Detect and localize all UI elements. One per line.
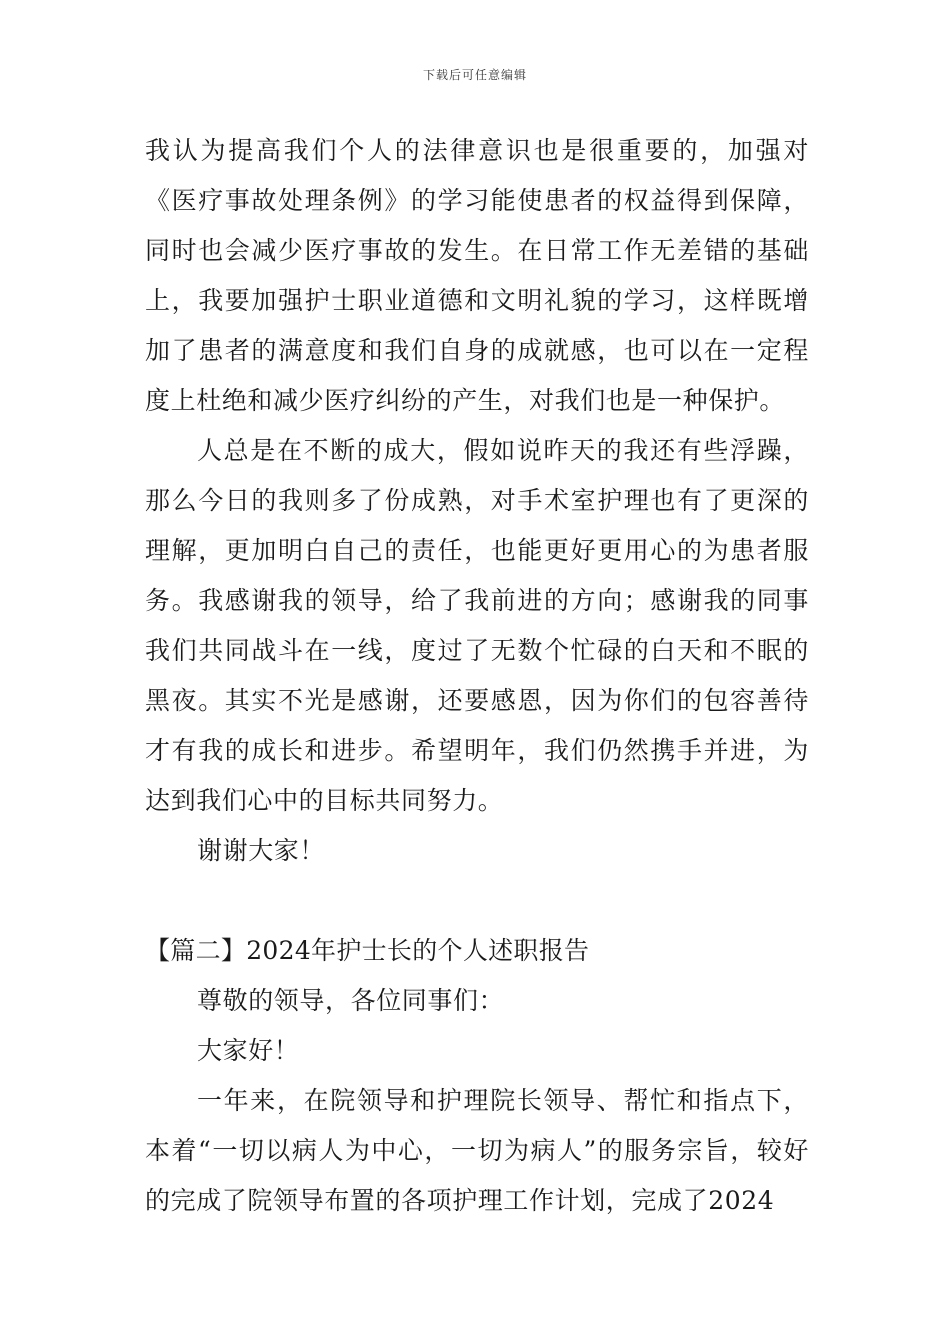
paragraph-growth-gratitude: 人总是在不断的成大，假如说昨天的我还有些浮躁，那么今日的我则多了份成熟，对手术室护理也有了更深的理解，更加明白自己的责任，也能更好更用心的为患者服务。我感谢我的领导，给了我前进的方向；感谢我的同事我们共同战斗在一线，度过了无数个忙碌的白天和不眠的黑夜。其实不光是感谢，还要感恩，因为你们的包容善待才有我的成长和进步。希望明年，我们仍然携手并进，为达到我们心中的目标共同努力。 — [145, 436, 809, 815]
paragraph-thanks: 谢谢大家！ — [197, 836, 326, 865]
paragraph-salutation: 尊敬的领导，各位同事们： — [197, 986, 505, 1015]
page-header-note: 下载后可任意编辑 — [422, 68, 527, 82]
section-spacer — [145, 876, 809, 926]
paragraph-year-summary: 一年来，在院领导和护理院长领导、帮忙和指点下，本着“一切以病人为中心，一切为病人”的服务宗旨，较好的完成了院领导布置的各项护理工作计划，完成了2024 — [145, 1086, 809, 1215]
paragraph-legal-awareness: 我认为提高我们个人的法律意识也是很重要的，加强对《医疗事故处理条例》的学习能使患者的权益得到保障，同时也会减少医疗事故的发生。在日常工作无差错的基础上，我要加强护士职业道德和文明礼貌的学习，这样既增加了患者的满意度和我们自身的成就感，也可以在一定程度上杜绝和减少医疗纠纷的产生，对我们也是一种保护。 — [145, 136, 809, 415]
document-body — [145, 126, 809, 1226]
section-title: 【篇二】2024年护士长的个人述职报告 — [145, 936, 590, 965]
paragraph-greeting: 大家好！ — [197, 1036, 300, 1065]
